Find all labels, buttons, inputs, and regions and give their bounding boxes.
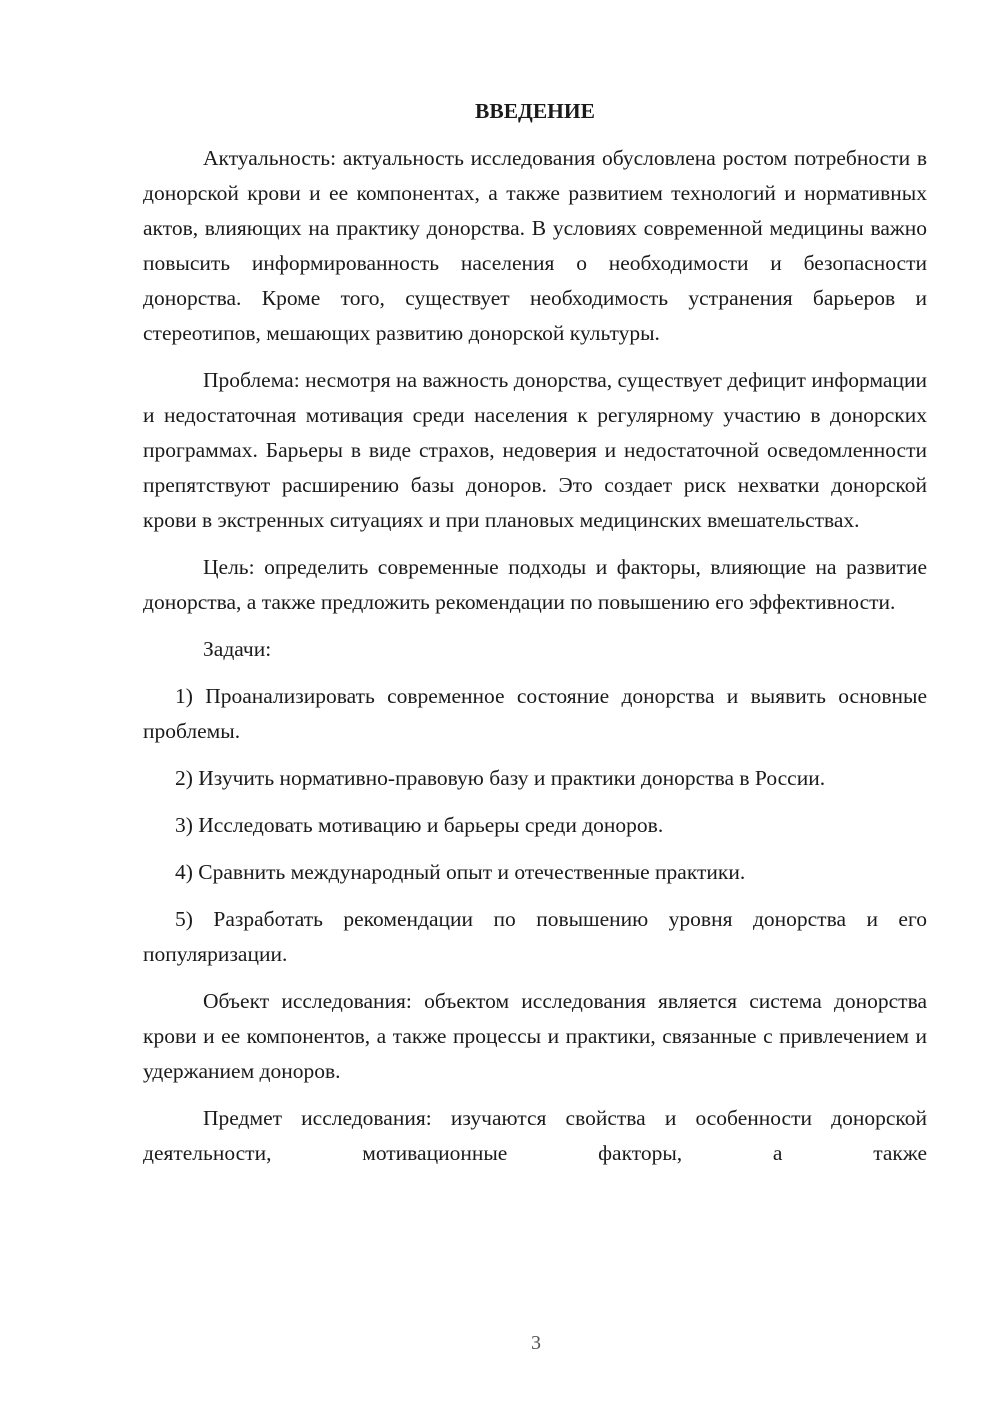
tasks-heading: Задачи: (203, 637, 272, 661)
task-item: 1) Проанализировать современное состояние донорства и выявить основные проблемы. (143, 684, 927, 743)
document-body (143, 94, 927, 1171)
paragraph-object: Объект исследования: объектом исследования является система донорства крови и ее компонентов, а также процессы и практики, связанные с привлечением и удержанием доноров. (143, 989, 927, 1083)
task-item: 5) Разработать рекомендации по повышению уровня донорства и его популяризации. (143, 907, 927, 966)
task-item: 4) Сравнить международный опыт и отечественные практики. (175, 860, 746, 884)
task-item: 2) Изучить нормативно-правовую базу и практики донорства в России. (175, 766, 826, 790)
paragraph-relevance: Актуальность: актуальность исследования обусловлена ростом потребности в донорской крови и ее компонентах, а также развитием технологий и нормативных актов, влияющих на практику донорства. В условиях современной медицины важно повысить информированность населения о необходимости и безопасности донорства. Кроме того, существует необходимость устранения барьеров и стереотипов, мешающих развитию донорской культуры. (143, 146, 927, 345)
paragraph-subject: Предмет исследования: изучаются свойства и особенности донорской деятельности, мотивационные факторы, а также (143, 1106, 927, 1165)
paragraph-problem: Проблема: несмотря на важность донорства, существует дефицит информации и недостаточная мотивация среди населения к регулярному участию в донорских программах. Барьеры в виде страхов, недоверия и недостаточной осведомленности препятствуют расширению базы доноров. Это создает риск нехватки донорской крови в экстренных ситуациях и при плановых медицинских вмешательствах. (143, 368, 927, 532)
task-item: 3) Исследовать мотивацию и барьеры среди доноров. (175, 813, 664, 837)
paragraph-goal: Цель: определить современные подходы и факторы, влияющие на развитие донорства, а также предложить рекомендации по повышению его эффективности. (143, 555, 927, 614)
page-number: 3 (531, 1332, 541, 1354)
section-title: ВВЕДЕНИЕ (475, 99, 595, 123)
